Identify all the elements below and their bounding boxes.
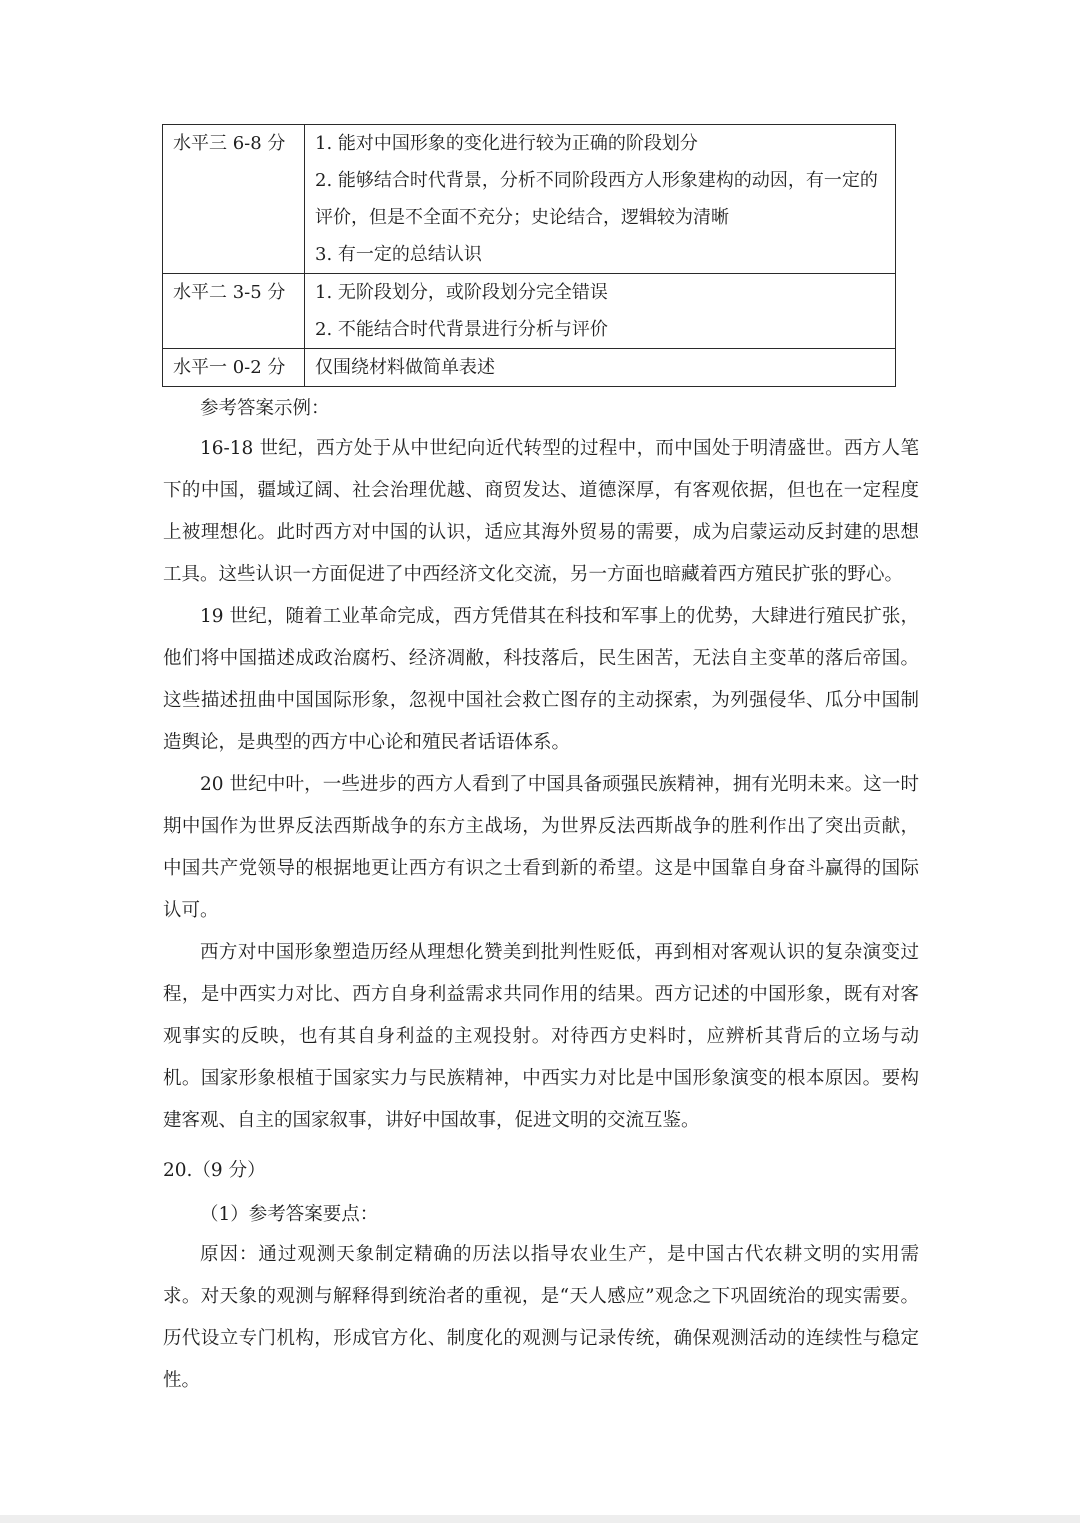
rubric-level-cell: 水平二 3-5 分 <box>163 274 305 349</box>
answer-body <box>163 428 919 1142</box>
answer-paragraph: 20 世纪中叶，一些进步的西方人看到了中国具备顽强民族精神，拥有光明未来。这一时期中国作为世界反法西斯战争的东方主战场，为世界反法西斯战争的胜利作出了突出贡献，中国共产党领导的根据地更让西方有识之士看到新的希望。这是中国靠自身奋斗赢得的国际认可。 <box>163 774 919 921</box>
rubric-row-level-2 <box>163 274 896 349</box>
rubric-row-level-1 <box>163 349 896 387</box>
rubric-row-level-3 <box>163 125 896 274</box>
criterion-line: 2. 能够结合时代背景，分析不同阶段西方人形象建构的动因，有一定的评价，但是不全面不充分；史论结合，逻辑较为清晰 <box>315 170 878 228</box>
rubric-level-cell: 水平三 6-8 分 <box>163 125 305 274</box>
criterion-line: 仅围绕材料做简单表述 <box>315 357 495 378</box>
scoring-rubric-table <box>162 124 896 387</box>
criterion-line: 1. 能对中国形象的变化进行较为正确的阶段划分 <box>315 133 698 154</box>
answer-paragraph: 16-18 世纪，西方处于从中世纪向近代转型的过程中，而中国处于明清盛世。西方人笔下的中国，疆域辽阔、社会治理优越、商贸发达、道德深厚，有客观依据，但也在一定程度上被理想化。此时西方对中国的认识，适应其海外贸易的需要，成为启蒙运动反封建的思想工具。这些认识一方面促进了中西经济文化交流，另一方面也暗藏着西方殖民扩张的野心。 <box>163 438 919 585</box>
rubric-level-cell: 水平一 0-2 分 <box>163 349 305 387</box>
rubric-criteria-cell <box>305 349 896 387</box>
criterion-line: 1. 无阶段划分，或阶段划分完全错误 <box>315 282 608 303</box>
criterion-line: 2. 不能结合时代背景进行分析与评价 <box>315 319 608 340</box>
rubric-criteria-cell <box>305 274 896 349</box>
page-bottom-edge <box>0 1515 1080 1523</box>
answer-paragraph: 19 世纪，随着工业革命完成，西方凭借其在科技和军事上的优势，大肆进行殖民扩张，他们将中国描述成政治腐朽、经济凋敝，科技落后，民生困苦，无法自主变革的落后帝国。这些描述扭曲中国国际形象，忽视中国社会救亡图存的主动探索，为列强侵华、瓜分中国制造舆论，是典型的西方中心论和殖民者话语体系。 <box>163 606 919 753</box>
answer-example-label: 参考答案示例： <box>200 398 330 419</box>
question-20-answer <box>163 1234 919 1402</box>
question-20-heading: 20.（9 分） <box>163 1160 266 1181</box>
rubric-criteria-cell <box>305 125 896 274</box>
question-20-sub-label: （1）参考答案要点： <box>200 1204 379 1225</box>
reason-paragraph: 原因：通过观测天象制定精确的历法以指导农业生产，是中国古代农耕文明的实用需求。对天象的观测与解释得到统治者的重视，是“天人感应”观念之下巩固统治的现实需要。历代设立专门机构，形成官方化、制度化的观测与记录传统，确保观测活动的连续性与稳定性。 <box>163 1244 919 1391</box>
answer-paragraph: 西方对中国形象塑造历经从理想化赞美到批判性贬低，再到相对客观认识的复杂演变过程，是中西实力对比、西方自身利益需求共同作用的结果。西方记述的中国形象，既有对客观事实的反映，也有其自身利益的主观投射。对待西方史料时，应辨析其背后的立场与动机。国家形象根植于国家实力与民族精神，中西实力对比是中国形象演变的根本原因。要构建客观、自主的国家叙事，讲好中国故事，促进文明的交流互鉴。 <box>163 942 919 1131</box>
criterion-line: 3. 有一定的总结认识 <box>315 244 482 265</box>
